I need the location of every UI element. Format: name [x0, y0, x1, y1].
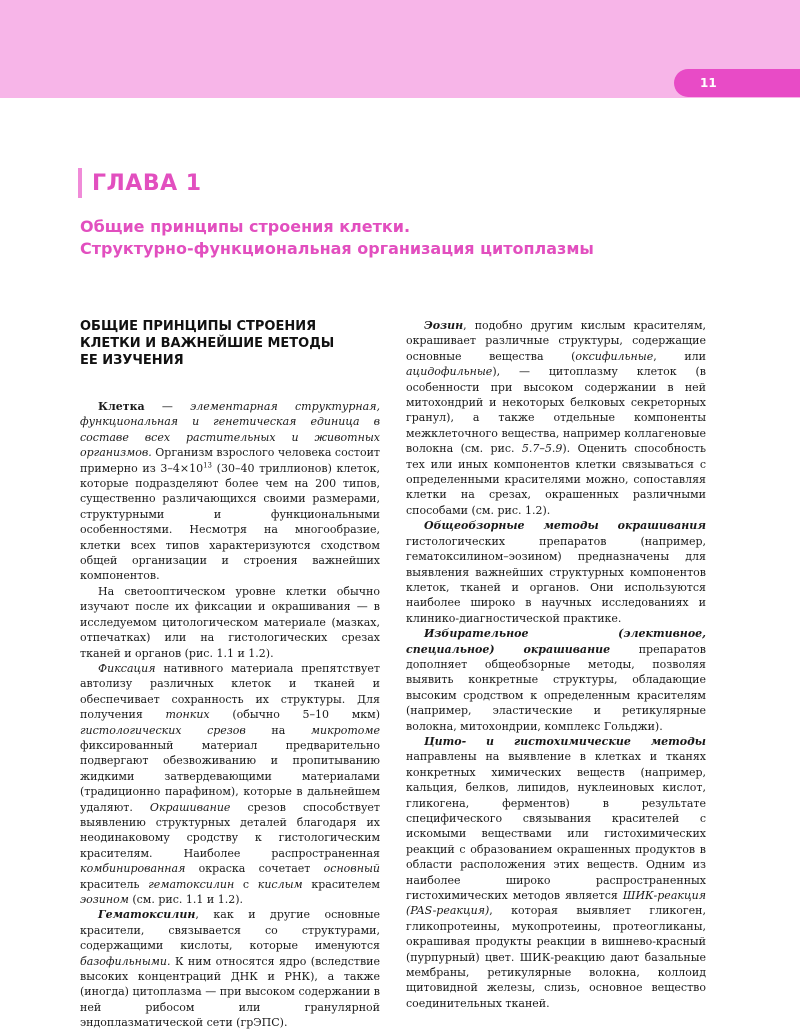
subtitle-line-1: Общие принципы строения клетки.: [80, 217, 411, 236]
subtitle-line-2: Структурно-функциональная организация цитоплазмы: [80, 239, 594, 258]
chapter-title: ГЛАВА 1: [92, 170, 202, 196]
section-heading-line-1: ОБЩИЕ ПРИНЦИПЫ СТРОЕНИЯ: [80, 319, 317, 334]
paragraph-fixation: Фиксация нативного материала препятствует автолизу различных клеток и тканей и обеспечивает сохранность их структуры. Для получения тонких (обычно 5–10 мкм) гистологических срезов на микротоме фиксированный материал предварительно подвергают обезвоживанию и пропитыванию жидкими затвердевающими материалами (традиционно парафином), которые в дальнейшем удаляют. Окрашивание срезов способствует выявлению структурных деталей благодаря их неодинаковому сродству к гистологическим красителям. Наиболее распространенная комбинированная окраска сочетает основный краситель гематоксилин с кислым красителем эозином (см. рис. 1.1 и 1.2).: [80, 661, 381, 906]
chapter-accent-bar: [78, 168, 82, 198]
paragraph-light-microscopy: На светооптическом уровне клетки обычно изучают после их фиксации и окрашивания — в исследуемом цитологическом материале (мазках, отпечатках) или на гистологических срезах тканей и органов (рис. 1.1 и 1.2).: [80, 584, 380, 660]
right-column: [406, 318, 706, 1011]
page-number: 11: [674, 69, 800, 97]
paragraph-selective-staining: Избирательное (элективное, специальное) окрашивание препаратов дополняет общеобзорные методы, позволяя выявить конкретные структуры, обладающие высоким сродством к определенным красителям (например, эластические и ретикулярные волокна, митохондрии, комплекс Гольджи).: [406, 627, 706, 733]
section-heading: [80, 318, 380, 369]
paragraph-cell-definition: Клетка — элементарная структурная, функциональная и генетическая единица в составе всех растительных и животных организмов. Организм взрослого человека состоит примерно из $3-4\times 10^{13}$ (30–40 триллионов) клеток, которые подразделяют более чем на 200 типов, существенно различающихся своими размерами, структурными и функциональными особенностями. Несмотря на многообразие, клетки всех типов характеризуются сходством общей организации и строения важнейших компонентов.: [80, 400, 380, 583]
paragraph-eosin: Эозин, подобно другим кислым красителям, окрашивает различные структуры, содержащие основные вещества (оксифильные, или ацидофильные), — цитоплазму клеток (в особенности при высоком содержании в ней митохондрий и некоторых белковых секреторных гранул), а также отдельные компоненты межклеточного вещества, например коллагеновые волокна (см. рис. 5.7–5.9). Оценить способность тех или иных компонентов клетки связываться с определенными красителями можно, сопоставляя клетки на срезах, окрашенных различными способами (см. рис. 1.2).: [406, 319, 706, 517]
left-column: [80, 318, 380, 1031]
section-heading-line-3: ЕЕ ИЗУЧЕНИЯ: [80, 353, 184, 368]
paragraph-histochemical-methods: Цито- и гистохимические методы направлены на выявление в клетках и тканях конкретных химических веществ (например, кальция, белков, липидов, нуклеиновых кислот, гликогена, ферментов) в результате специфического связывания красителей с искомыми веществами или гистохимических реакций с образованием окрашенных продуктов в области расположения этих веществ. Одним из наиболее широко распространенных гистохимических методов является ШИК-реакция (PAS-реакция), которая выявляет гликоген, гликопротеины, мукопротеины, протеогликаны, окрашивая продукты реакции в вишнево-красный (пурпурный) цвет. ШИК-реакцию дают базальные мембраны, ретикулярные волокна, коллоид щитовидной железы, слизь, основное вещество соединительных тканей.: [406, 734, 706, 1010]
chapter-heading: [78, 168, 202, 198]
section-heading-line-2: КЛЕТКИ И ВАЖНЕЙШИЕ МЕТОДЫ: [80, 336, 335, 351]
paragraph-general-staining: Общеобзорные методы окрашивания гистологических препаратов (например, гематоксилином–эозином) предназначены для выявления важнейших структурных компонентов клеток, тканей и органов. Они используются наиболее широко в научных исследованиях и клинико-диагностической практике.: [406, 519, 706, 625]
paragraph-hematoxylin: Гематоксилин, как и другие основные красители, связывается со структурами, содержащими кислоты, которые именуются базофильными. К ним относятся ядро (вследствие высоких концентраций ДНК и РНК), а также (иногда) цитоплазма — при высоком содержании в ней рибосом или гранулярной эндоплазматической сети (грЭПС).: [80, 908, 380, 1030]
chapter-subtitle: [80, 216, 740, 260]
